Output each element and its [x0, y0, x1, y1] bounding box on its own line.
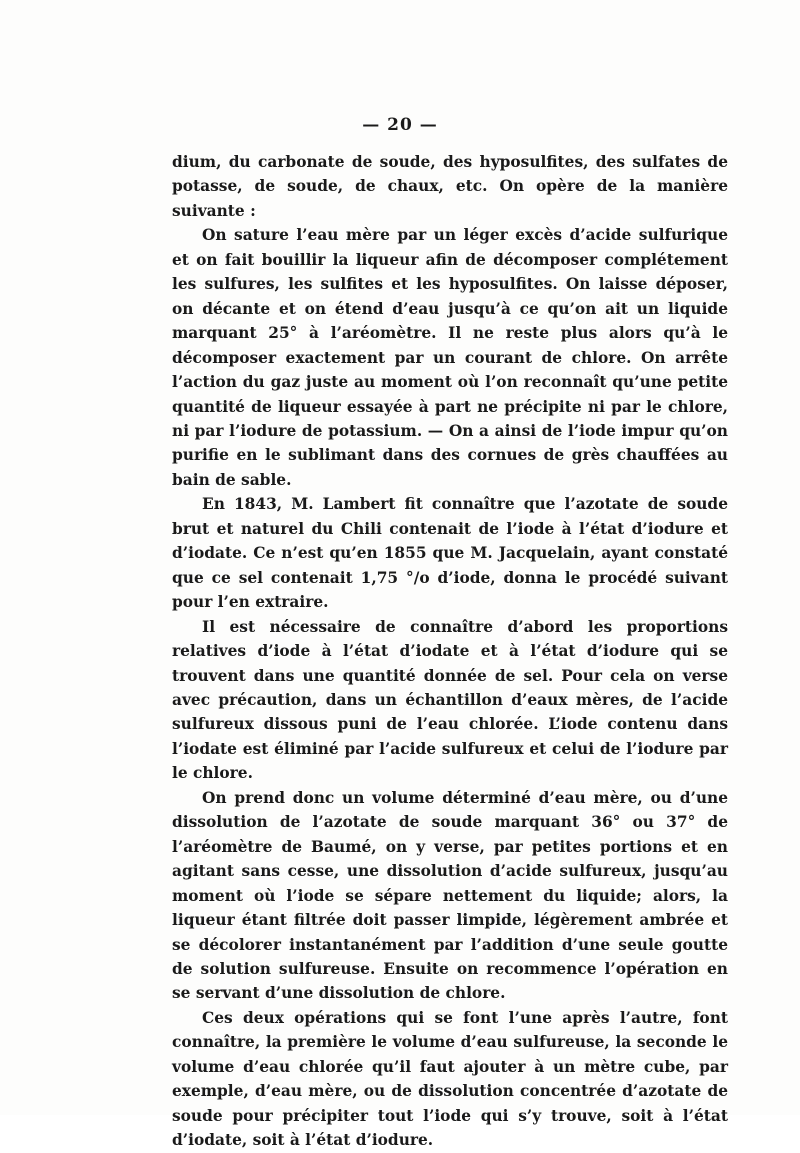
page-number: — 20 — — [362, 115, 438, 135]
paragraph-3: En 1843, M. Lambert fit connaître que l’azotate de soude brut et naturel du Chili contenait de l’iode à l’état d’iodure et d’iodate. Ce n’est qu’en 1855 que M. Jacquelain, ayant constaté que ce sel contenait 1,75 °/o d’iode, donna le procédé suivant pour l’en extraire. — [172, 495, 728, 612]
paragraph-2: On sature l’eau mère par un léger excès d’acide sulfurique et on fait bouillir la liqueur afin de décomposer complétement les sulfures, les sulfites et les hyposulfites. On laisse déposer, on décante et on étend d’eau jusqu’à ce qu’on ait un liquide marquant 25° à l’aréomètre. Il ne reste plus alors qu’à le décomposer exactement par un courant de chlore. On arrête l’action du gaz juste au moment où l’on reconnaît qu’une petite quantité de liqueur essayée à part ne précipite ni par le chlore, ni par l’iodure de potassium. — On a ainsi de l’iode impur qu’on purifie en le sublimant dans des cornues de grès chauffées au bain de sable. — [172, 226, 728, 489]
paragraph-1: dium, du carbonate de soude, des hyposulfites, des sulfates de potasse, de soude, de chaux, etc. On opère de la manière suivante : — [172, 153, 728, 220]
body-text — [172, 150, 728, 1153]
paragraph-5: On prend donc un volume déterminé d’eau mère, ou d’une dissolution de l’azotate de soude marquant 36° ou 37° de l’aréomètre de Baumé, on y verse, par petites portions et en agitant sans cesse, une dissolution d’acide sulfureux, jusqu’au moment où l’iode se sépare nettement du liquide; alors, la liqueur étant filtrée doit passer limpide, légèrement ambrée et se décolorer instantanément par l’addition d’une seule goutte de solution sulfureuse. Ensuite on recommence l’opération en se servant d’une dissolution de chlore. — [172, 788, 728, 1003]
paragraph-4: Il est nécessaire de connaître d’abord les proportions relatives d’iode à l’état d’iodate et à l’état d’iodure qui se trouvent dans une quantité donnée de sel. Pour cela on verse avec précaution, dans un échantillon d’eaux mères, de l’acide sulfureux dissous puni de l’eau chlorée. L’iode contenu dans l’iodate est éliminé par l’acide sulfureux et celui de l’iodure par le chlore. — [172, 617, 728, 783]
paragraph-6: Ces deux opérations qui se font l’une après l’autre, font connaître, la première le volume d’eau sulfureuse, la seconde le volume d’eau chlorée qu’il faut ajouter à un mètre cube, par exemple, d’eau mère, ou de dissolution concentrée d’azotate de soude pour précipiter tout l’iode qui s’y trouve, soit à l’état d’iodate, soit à l’état d’iodure. — [172, 1008, 728, 1150]
